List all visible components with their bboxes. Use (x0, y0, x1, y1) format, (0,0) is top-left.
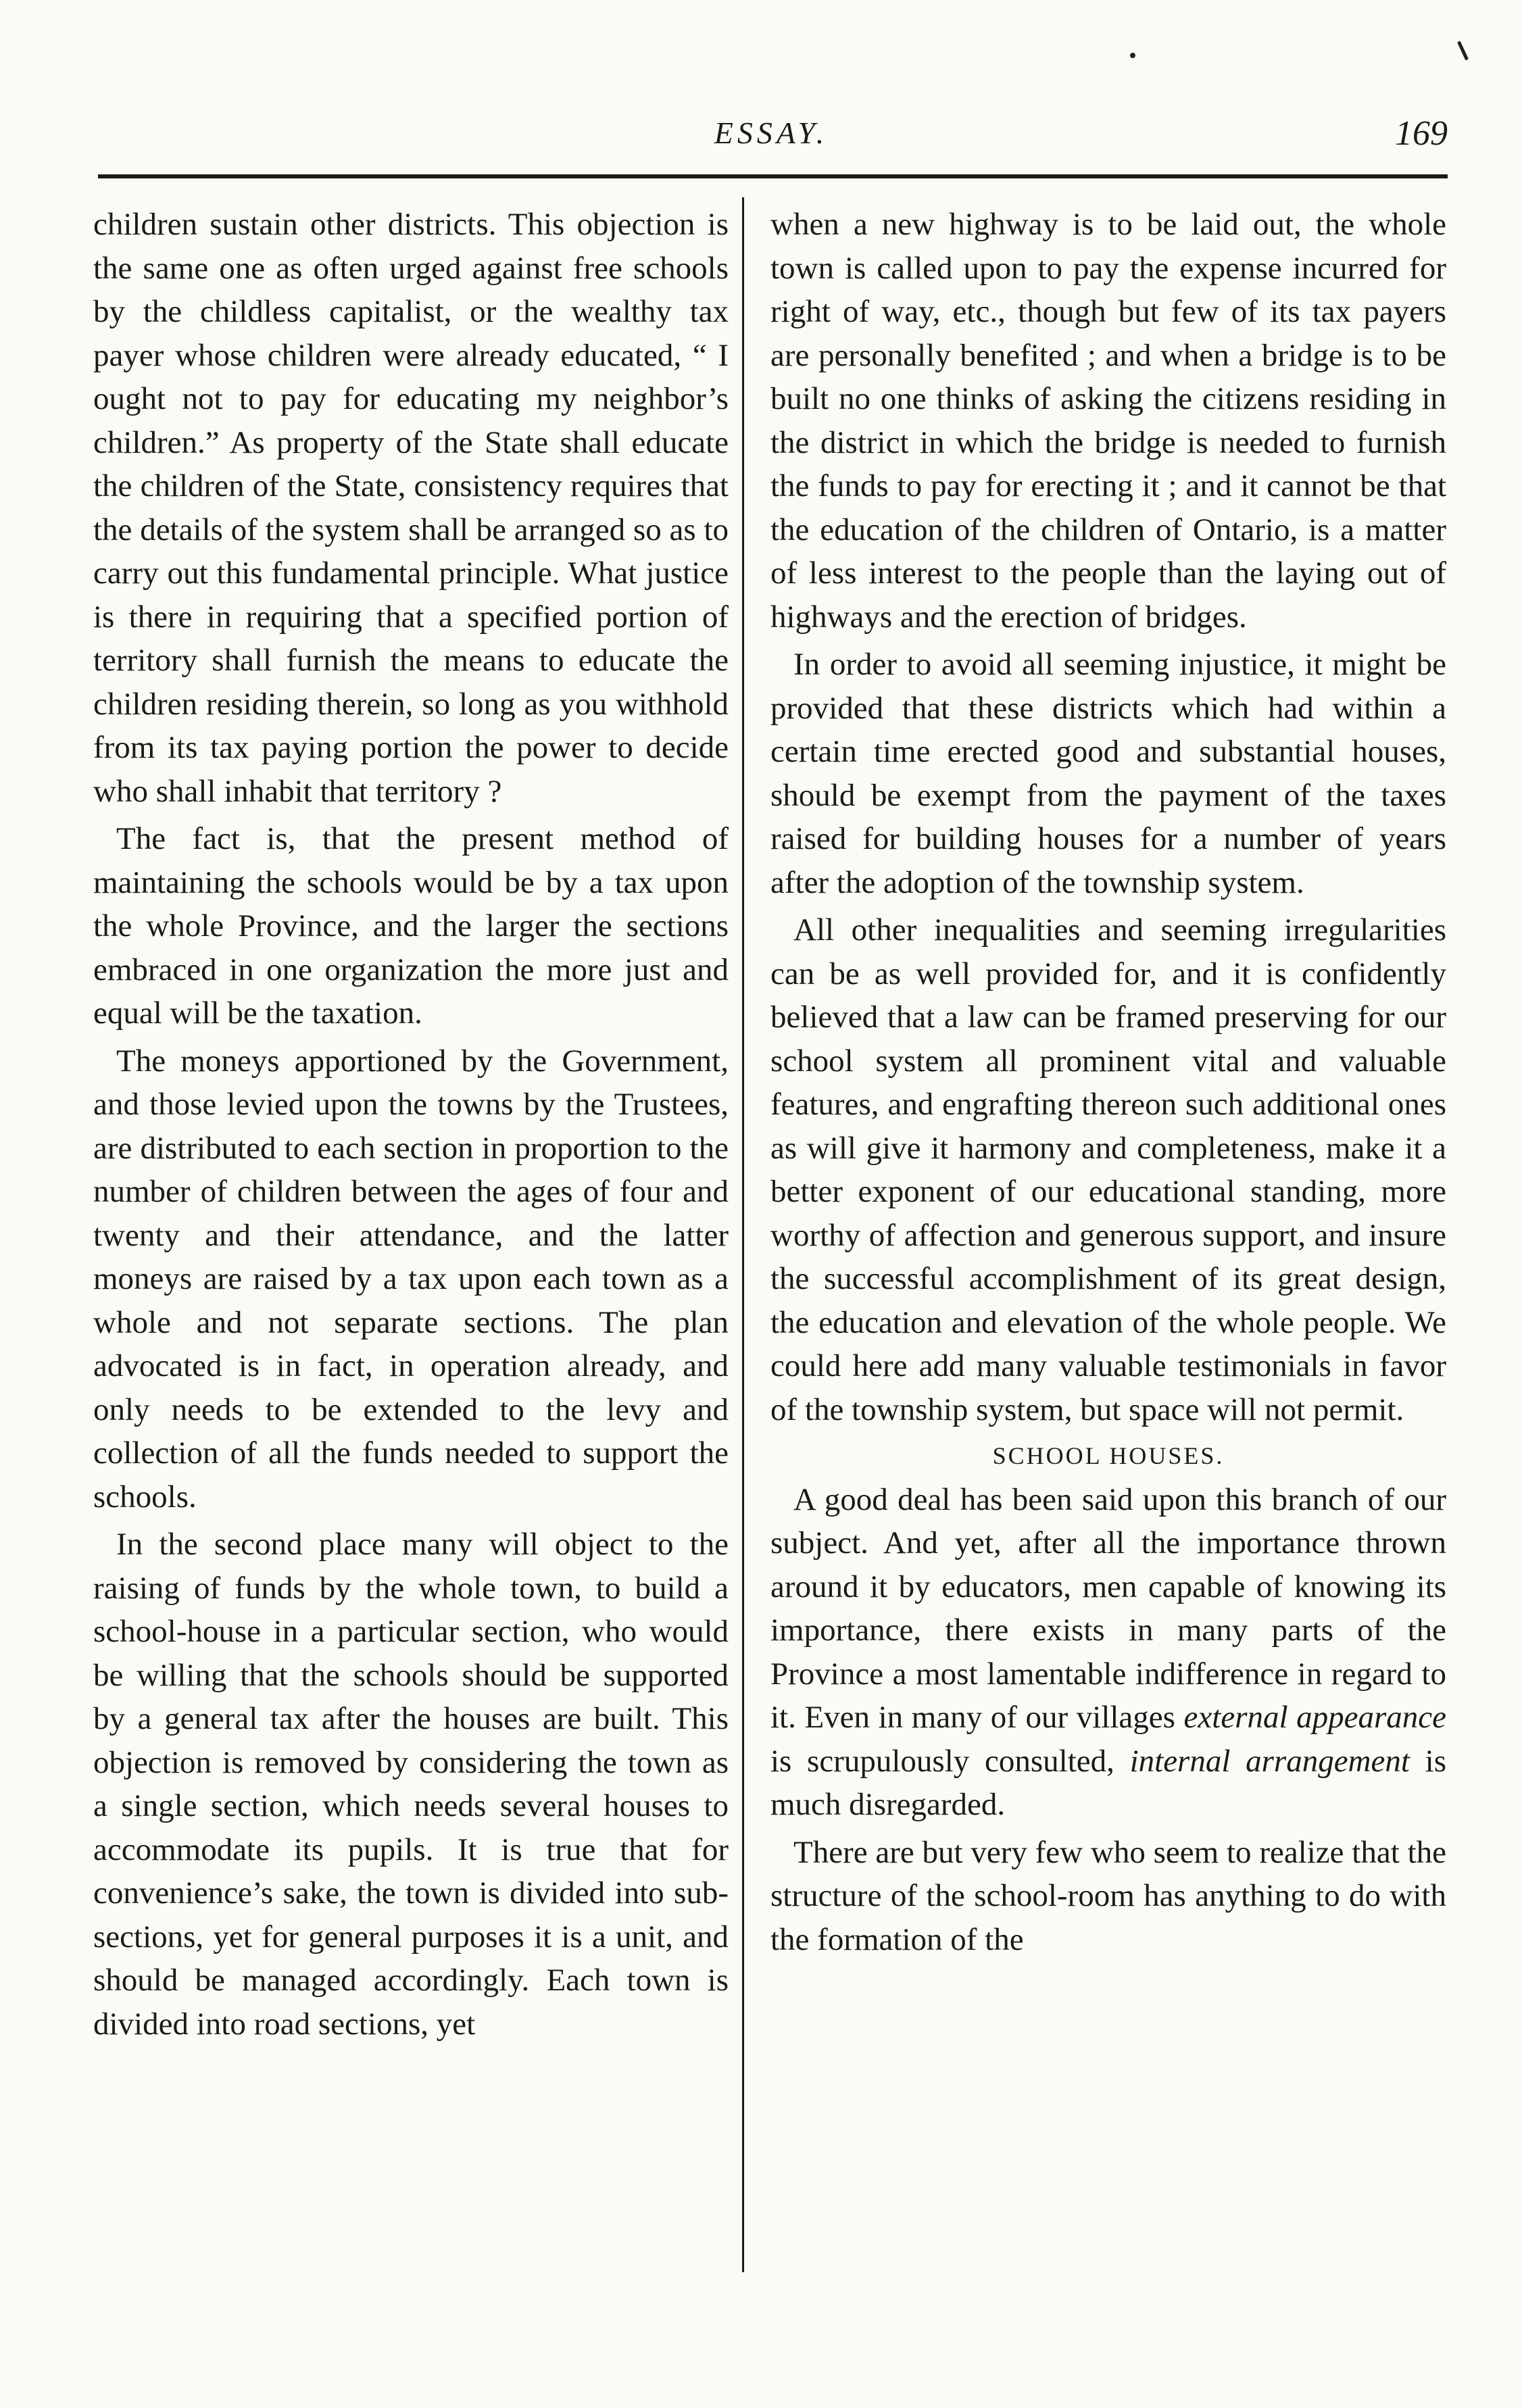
paragraph: In the second place many will object to the raising of funds by the whole town, to build a school-house in a particular section, who would be willing that the schools should be supported by a general tax after the houses are built. This objection is removed by considering the town as a single section, which needs several houses to accommodate its pupils. It is true that for convenience’s sake, the town is divided into sub-sections, yet for general purposes it is a unit, and should be managed accordingly. Each town is divided into road sections, yet (93, 1527, 729, 2042)
left-column (93, 203, 729, 2046)
paragraph: All other inequalities and seeming irregularities can be as well provided for, and it is confidently believed that a law can be framed preserving for our school system all prominent vital and valuable features, and engrafting thereon such additional ones as will give it harmony and completeness, make it a better exponent of our educational standing, more worthy of affection and generous support, and insure the successful accomplishment of its great design, the education and elevation of the whole people. We could here add many valuable testimonials in favor of the township system, but space will not permit. (770, 912, 1446, 1427)
text-run: A good deal has been said upon this branch of our subject. And yet, after all the importance thrown around it by educators, men capable of knowing its importance, there exists in many parts of the Province a most lamentable indifference in regard to it. Even in many of our villages (770, 1481, 1446, 1735)
text-columns (93, 203, 1452, 2230)
paragraph (770, 1478, 1446, 1827)
ink-speck (1457, 41, 1469, 60)
paragraph: In order to avoid all seeming injustice, it might be provided that these districts which had within a certain time erected good and substantial houses, should be exempt from the payment of the taxes raised for building houses for a number of years after the adoption of the township system. (770, 647, 1446, 900)
section-heading: SCHOOL HOUSES. (992, 1442, 1225, 1469)
text-run: is much disregarded. (770, 1743, 1446, 1822)
ink-speck (1130, 53, 1135, 58)
paragraph: The moneys apportioned by the Government, and those levied upon the towns by the Trustees, are distributed to each section in proportion to the number of children between the ages of four and twenty and their attendance, and the latter moneys are raised by a tax upon each town as a whole and not separate sections. The plan advocated is in fact, in operation already, and only needs to be extended to the levy and collection of all the funds needed to support the schools. (93, 1043, 729, 1515)
emphasis-internal-arrangement: internal arrangement (1129, 1743, 1410, 1779)
emphasis-external-appearance: external appearance (1183, 1700, 1446, 1735)
paragraph: children sustain other districts. This objection is the same one as often urged against free schools by the childless capitalist, or the wealthy tax payer whose children were already educated, “ I ought not to pay for educating my neighbor’s children.” As property of the State shall educate the children of the State, consistency requires that the details of the system shall be arranged so as to carry out this fundamental principle. What justice is there in requiring that a specified portion of territory shall furnish the means to educate the children residing therein, so long as you withhold from its tax paying portion the power to decide who shall inhabit that territory ? (93, 207, 729, 809)
page-header (95, 101, 1448, 162)
column-divider (742, 197, 744, 2272)
text-run: is scrupulously consulted, (770, 1743, 1130, 1779)
page-number: 169 (1395, 114, 1448, 153)
header-rule (98, 174, 1448, 178)
running-title: ESSAY. (714, 116, 829, 150)
right-column (770, 203, 1446, 1961)
paragraph: when a new highway is to be laid out, the whole town is called upon to pay the expense incurred for right of way, etc., though but few of its tax payers are personally benefited ; and when a bridge is to be built no one thinks of asking the citizens residing in the district in which the bridge is needed to furnish the funds to pay for erecting it ; and it cannot be that the education of the children of Ontario, is a matter of less interest to the people than the laying out of highways and the erection of bridges. (770, 207, 1446, 635)
paragraph: There are but very few who seem to realize that the structure of the school-room has anything to do with the formation of the (770, 1834, 1446, 1957)
paragraph: The fact is, that the present method of maintaining the schools would be by a tax upon the whole Province, and the larger the sections embraced in one organization the more just and equal will be the taxation. (93, 821, 729, 1031)
